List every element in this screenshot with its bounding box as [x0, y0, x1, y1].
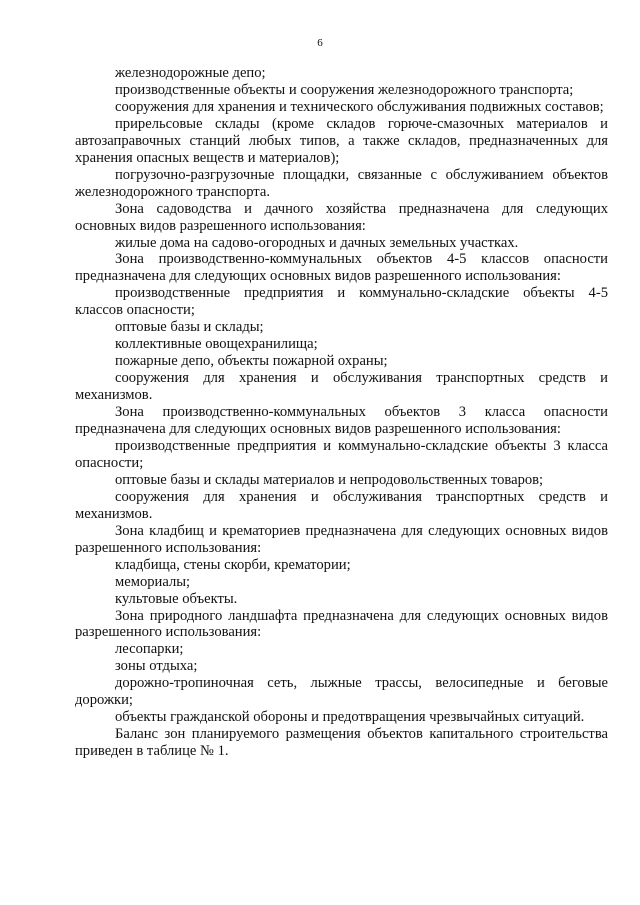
paragraph-railway-depots: железнодорожные депо;: [115, 65, 266, 81]
paragraph-memorials: мемориалы;: [115, 573, 191, 590]
paragraph-garden-houses: жилые дома на садово-огородных и дачных земельных участках.: [115, 234, 519, 251]
paragraph-loading-platforms: погрузочно-разгрузочные площадки, связанные с обслуживанием объектов железнодорожного транспорта.: [75, 166, 608, 200]
paragraph-landscape-zone: Зона природного ландшафта предназначена для следующих основных видов разрешенного использования:: [75, 607, 608, 641]
page-number: 6: [317, 37, 323, 49]
paragraph-religious-objects: культовые объекты.: [115, 590, 238, 607]
paragraph-rolling-stock-maintenance: сооружения для хранения и технического обслуживания подвижных составов;: [115, 98, 604, 115]
document-body: [75, 65, 608, 760]
paragraph-vehicle-storage-1: сооружения для хранения и обслуживания транспортных средств и механизмов.: [75, 370, 608, 404]
paragraph-industrial-zone-3: Зона производственно-коммунальных объектов 3 класса опасности предназначена для следующих основных видов разрешенного использования:: [75, 404, 608, 438]
paragraph-forest-parks: лесопарки;: [115, 641, 184, 658]
paragraph-trails: дорожно-тропиночная сеть, лыжные трассы, велосипедные и беговые дорожки;: [75, 675, 608, 709]
paragraph-industrial-zone-4-5: Зона производственно-коммунальных объектов 4-5 классов опасности предназначена для следующих основных видов разрешенного использования:: [75, 251, 608, 285]
paragraph-wholesale-materials: оптовые базы и склады материалов и непродовольственных товаров;: [115, 471, 544, 488]
paragraph-wholesale-bases: оптовые базы и склады;: [115, 319, 264, 336]
paragraph-industrial-enterprises-4-5: производственные предприятия и коммунально-складские объекты 4-5 классов опасности;: [75, 285, 608, 319]
paragraph-railway-facilities: производственные объекты и сооружения железнодорожного транспорта;: [115, 81, 574, 98]
paragraph-vehicle-storage-2: сооружения для хранения и обслуживания транспортных средств и механизмов.: [75, 488, 608, 522]
paragraph-fire-depots: пожарные депо, объекты пожарной охраны;: [115, 353, 388, 370]
paragraph-industrial-enterprises-3: производственные предприятия и коммунально-складские объекты 3 класса опасности;: [75, 437, 608, 471]
paragraph-garden-zone: Зона садоводства и дачного хозяйства предназначена для следующих основных видов разрешенного использования:: [75, 200, 608, 234]
paragraph-cemetery-zone: Зона кладбищ и крематориев предназначена для следующих основных видов разрешенного использования:: [75, 522, 608, 556]
paragraph-zone-balance: Баланс зон планируемого размещения объектов капитального строительства приведен в таблице № 1.: [75, 726, 608, 760]
paragraph-railside-warehouses: прирельсовые склады (кроме складов горюче-смазочных материалов и автозаправочных станций любых типов, а также складов, предназначенных для хранения опасных веществ и материалов);: [75, 115, 608, 166]
paragraph-cemeteries: кладбища, стены скорби, крематории;: [115, 556, 351, 573]
paragraph-recreation-zones: зоны отдыха;: [115, 658, 198, 675]
paragraph-vegetable-storage: коллективные овощехранилища;: [115, 336, 318, 353]
paragraph-civil-defense: объекты гражданской обороны и предотвращения чрезвычайных ситуаций.: [115, 709, 585, 726]
